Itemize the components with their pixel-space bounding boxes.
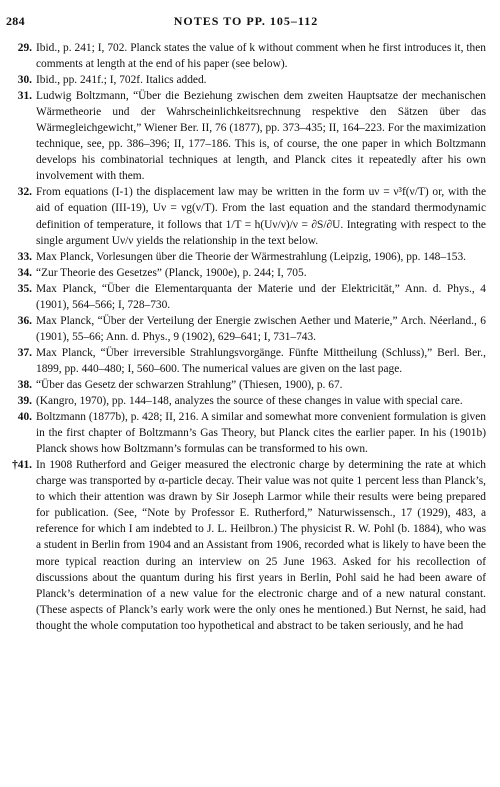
note-31 xyxy=(6,88,486,184)
note-32 xyxy=(6,184,486,248)
note-number: 30. xyxy=(17,74,32,87)
note-number: 38. xyxy=(17,378,32,391)
note-number: †41. xyxy=(12,459,32,472)
note-38 xyxy=(6,377,486,393)
note-text: Max Planck, Vorlesungen über die Theorie der Wärmestrahlung (Leipzig, 1906), pp. 148–153. xyxy=(36,250,467,263)
running-title: NOTES TO PP. 105–112 xyxy=(173,14,319,28)
note-41 xyxy=(6,457,486,634)
note-35 xyxy=(6,281,486,313)
note-number: 31. xyxy=(17,90,32,103)
page-header xyxy=(6,14,486,32)
note-text: Boltzmann (1877b), p. 428; II, 216. A similar and somewhat more convenient formulation is given in the first chapter of Boltzmann’s Gas Theory, but Planck cites the earlier paper. In his (1901b) Planck shows how Boltzmann’s formulas can be transformed to his own. xyxy=(36,411,486,456)
note-29 xyxy=(6,40,486,72)
note-37 xyxy=(6,345,486,377)
note-text: (Kangro, 1970), pp. 144–148, analyzes the source of these changes in value with special care. xyxy=(36,395,463,408)
page-number: 284 xyxy=(6,14,25,28)
note-number: 40. xyxy=(17,411,32,424)
note-number: 37. xyxy=(17,346,32,359)
note-number: 34. xyxy=(17,266,32,279)
note-text: Max Planck, “Über der Verteilung der Energie zwischen Aether und Materie,” Arch. Néerland., 6 (1901), 55–66; Ann. d. Phys., 9 (1902), 629–641; I, 731–743. xyxy=(36,314,486,343)
note-number: 36. xyxy=(17,314,32,327)
note-39 xyxy=(6,393,486,409)
note-text: Max Planck, “Über irreversible Strahlungsvorgänge. Fünfte Mittheilung (Schluss),” Berl. Ber., 1899, pp. 440–480; I, 560–600. The numerical values are given on the last page. xyxy=(36,346,486,375)
note-text: Ibid., pp. 241f.; I, 702f. Italics added. xyxy=(36,74,207,87)
note-34 xyxy=(6,265,486,281)
note-number: 32. xyxy=(17,186,32,199)
note-number: 35. xyxy=(17,282,32,295)
note-text: Max Planck, “Über die Elementarquanta der Materie und der Elektricität,” Ann. d. Phys., 4 (1901), 564–566; I, 728–730. xyxy=(36,282,486,311)
note-number: 33. xyxy=(17,250,32,263)
note-text: “Zur Theorie des Gesetzes” (Planck, 1900e), p. 244; I, 705. xyxy=(36,266,307,279)
note-text: In 1908 Rutherford and Geiger measured the electronic charge by determining the rate at which charge was transported by α-particle decay. Their value was not quite 1 percent less than Planck’s, to which their attention was drawn by Sir Joseph Larmor while their results were being prepared for publication. (See, “Note by Professor E. Rutherford,” Naturwissensch., 17 (1929), 483, a reference for which I am indebted to J. L. Heilbron.) The physicist R. W. Pohl (b. 1884), who was a student in Berlin from 1904 and an Assistant from 1906, recorded what is likely to have been the more typical reaction during an interview on 25 June 1963. Asked for his recollection of discussions about the quantum during his first years in Berlin, Pohl said he had been aware of Planck’s determination of a new value for the electronic charge and of a new natural constant. (These aspects of Planck’s early work were the only ones he mentioned.) But Nernst, he said, had thought the whole computation too hypothetical and abstract to be taken seriously, and he had xyxy=(36,459,486,632)
note-text: From equations (I-1) the displacement law may be written in the form uν = ν³f(ν/T) or, with the aid of equation (III-19), Uν = νg(ν/T). From the last equation and the standard thermodynamic definition of temperature, it follows that 1/T = h(Uν/ν)/ν = ∂S/∂U. Integrating with respect to the single argument Uν/ν yields the relationship in the text below. xyxy=(36,186,486,247)
note-number: 29. xyxy=(17,42,32,54)
note-30 xyxy=(6,72,486,88)
note-text: Ludwig Boltzmann, “Über die Beziehung zwischen dem zweiten Hauptsatze der mechanischen Wärmetheorie und der Wahrscheinlichkeitsrechnung respektive den Sätzen über das Wärmegleichgewicht,” Wiener Ber. II, 76 (1877), pp. 373–435; II, 164–223. For the maximization technique, see, pp. 386–396; II, 177–186. This is, of course, the one paper in which Boltzmann develops his combinatorial techniques at length, and Planck cites it repeatedly after his own involvement with them. xyxy=(36,90,486,183)
note-text: “Über das Gesetz der schwarzen Strahlung” (Thiesen, 1900), p. 67. xyxy=(36,378,343,391)
notes-list xyxy=(6,40,486,634)
note-number: 39. xyxy=(17,395,32,408)
note-36 xyxy=(6,313,486,345)
note-33 xyxy=(6,249,486,265)
note-40 xyxy=(6,409,486,457)
note-text: Ibid., p. 241; I, 702. Planck states the value of k without comment when he first introduces it, then comments at length at the end of his paper (see below). xyxy=(36,42,486,71)
